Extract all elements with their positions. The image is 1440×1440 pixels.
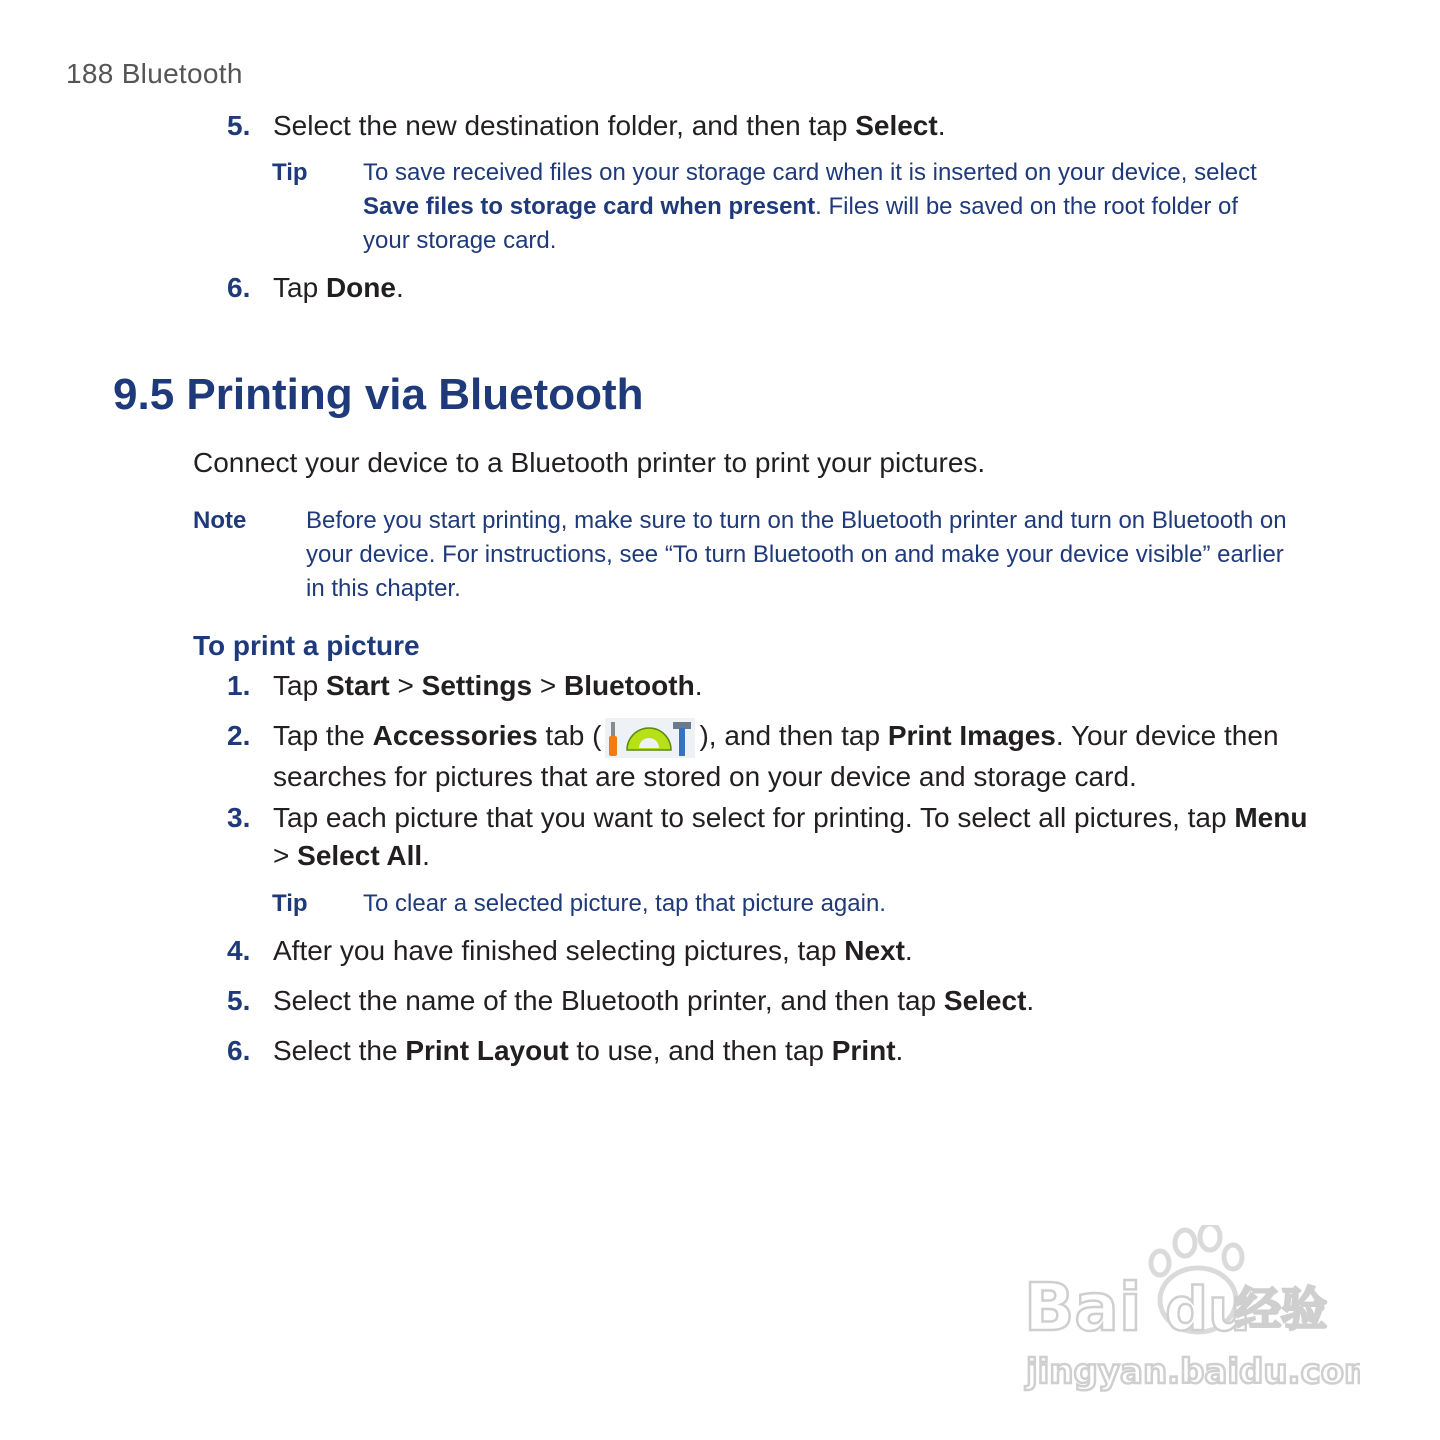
- step-text: Tap Done.: [273, 272, 404, 303]
- procedure-title: To print a picture: [193, 630, 420, 661]
- step-text: Select the name of the Bluetooth printer, and then tap Select.: [273, 985, 1035, 1016]
- note-text: Before you start printing, make sure to turn on the Bluetooth printer and turn on Bluetooth on your device. For instructions, see “To turn Bluetooth on and make your device visible” earlier in this chapter.: [306, 507, 1287, 602]
- section-title: 9.5 Printing via Bluetooth: [113, 370, 644, 419]
- step-text: Tap the Accessories tab ( ), and then tap Print Images. Your device then searches for pictures that are stored on your device and storage card.: [273, 717, 1313, 796]
- step-text: Tap each picture that you want to select for printing. To select all pictures, tap Menu > Select All.: [273, 802, 1308, 871]
- paw-icon: [1020, 1225, 1360, 1395]
- step-number: 5.: [227, 110, 251, 141]
- step-number: 6.: [227, 272, 251, 303]
- step-number: 4.: [227, 935, 251, 966]
- tip-text: To save received files on your storage card when it is inserted on your device, select Save files to storage card when present. Files will be saved on the root folder of your storage card.: [363, 159, 1257, 254]
- tip-label: Tip: [272, 890, 308, 917]
- tip-label: Tip: [272, 159, 308, 186]
- svg-text:经验: 经验: [1235, 1282, 1327, 1336]
- step-number: 3.: [227, 802, 251, 833]
- svg-text:Bai: Bai: [1024, 1269, 1142, 1346]
- step-text: Select the new destination folder, and then tap Select.: [273, 110, 946, 141]
- section-intro: Connect your device to a Bluetooth printer to print your pictures.: [193, 447, 986, 478]
- note-label: Note: [193, 507, 247, 534]
- svg-text:jingyan.baidu.com: jingyan.baidu.com: [1026, 1352, 1360, 1392]
- step-number: 2.: [227, 720, 251, 751]
- baidu-watermark-logo: [1020, 1225, 1360, 1395]
- tip-text: To clear a selected picture, tap that picture again.: [363, 890, 886, 917]
- running-header: 188 Bluetooth: [66, 58, 243, 89]
- step-number: 5.: [227, 985, 251, 1016]
- step-text: After you have finished selecting pictures, tap Next.: [273, 935, 913, 966]
- step-text: Tap Start > Settings > Bluetooth.: [273, 670, 703, 701]
- step-number: 6.: [227, 1035, 251, 1066]
- svg-text:du: du: [1165, 1275, 1251, 1345]
- step-number: 1.: [227, 670, 251, 701]
- step-text: Select the Print Layout to use, and then tap Print.: [273, 1035, 904, 1066]
- accessories-tools-icon: [605, 718, 695, 758]
